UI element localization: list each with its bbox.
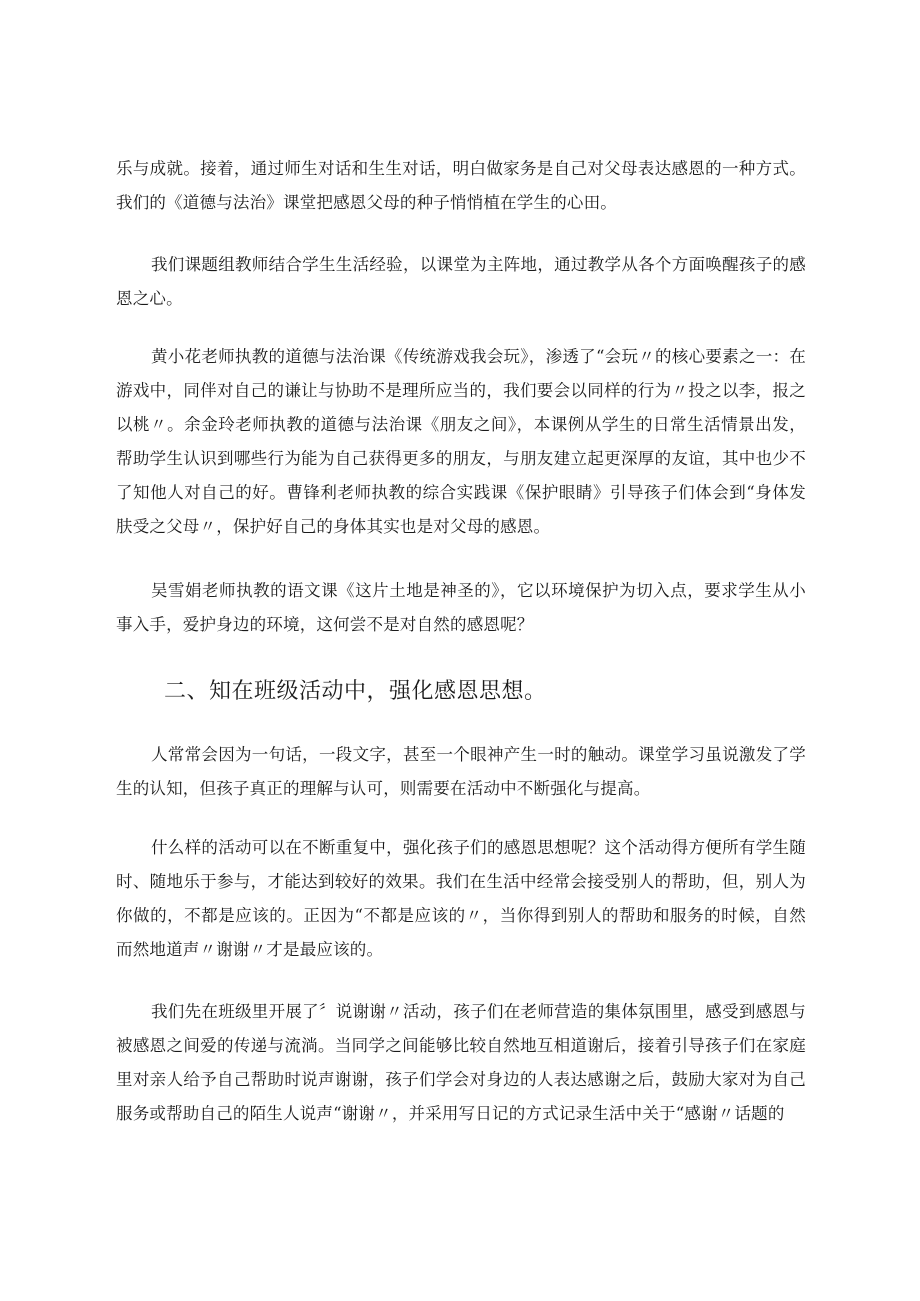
paragraph-2: 我们课题组教师结合学生生活经验，以课堂为主阵地，通过教学从各个方面唤醒孩子的感恩之心。 xyxy=(116,255,806,308)
paragraph-5: 人常常会因为一句话，一段文字，甚至一个眼神产生一时的触动。课堂学习虽说激发了学生的认知，但孩子真正的理解与认可，则需要在活动中不断强化与提高。 xyxy=(116,745,806,798)
paragraph-3: 黄小花老师执教的道德与法治课《传统游戏我会玩》，渗透了“会玩〃的核心要素之一：在游戏中，同伴对自己的谦让与协助不是理所应当的，我们要会以同样的行为〃投之以李，报之以桃〃。余金玲老师执教的道德与法治课《朋友之间》，本课例从学生的日常生活情景出发，帮助学生认识到哪些行为能为自己获得更多的朋友，与朋友建立起更深厚的友谊，其中也少不了知他人对自己的好。曹锋利老师执教的综合实践课《保护眼睛》引导孩子们体会到“身体发肤受之父母〃，保护好自己的身体其实也是对父母的感恩。 xyxy=(116,347,806,536)
section-heading: 二、知在班级活动中，强化感恩思想。 xyxy=(164,679,547,704)
paragraph-6: 什么样的活动可以在不断重复中，强化孩子们的感恩思想呢？这个活动得方便所有学生随时、随地乐于参与，才能达到较好的效果。我们在生活中经常会接受别人的帮助，但，别人为你做的，不都是应该的。正因为“不都是应该的〃，当你得到别人的帮助和服务的时候，自然而然地道声〃谢谢〃才是最应该的。 xyxy=(116,838,806,959)
paragraph-1: 乐与成就。接着，通过师生对话和生生对话，明白做家务是自己对父母表达感恩的一种方式。我们的《道德与法治》课堂把感恩父母的种子悄悄植在学生的心田。 xyxy=(116,159,806,212)
paragraph-7: 我们先在班级里开展了〞说谢谢〃活动，孩子们在老师营造的集体氛围里，感受到感恩与被感恩之间爱的传递与流淌。当同学之间能够比较自然地互相道谢后，接着引导孩子们在家庭里对亲人给予自己帮助时说声谢谢，孩子们学会对身边的人表达感谢之后，鼓励大家对为自己服务或帮助自己的陌生人说声“谢谢〃，并采用写日记的方式记录生活中关于“感谢〃话题的 xyxy=(116,1002,806,1123)
paragraph-4: 吴雪娟老师执教的语文课《这片土地是神圣的》，它以环境保护为切入点，要求学生从小事入手，爱护身边的环境，这何尝不是对自然的感恩呢？ xyxy=(116,581,806,634)
